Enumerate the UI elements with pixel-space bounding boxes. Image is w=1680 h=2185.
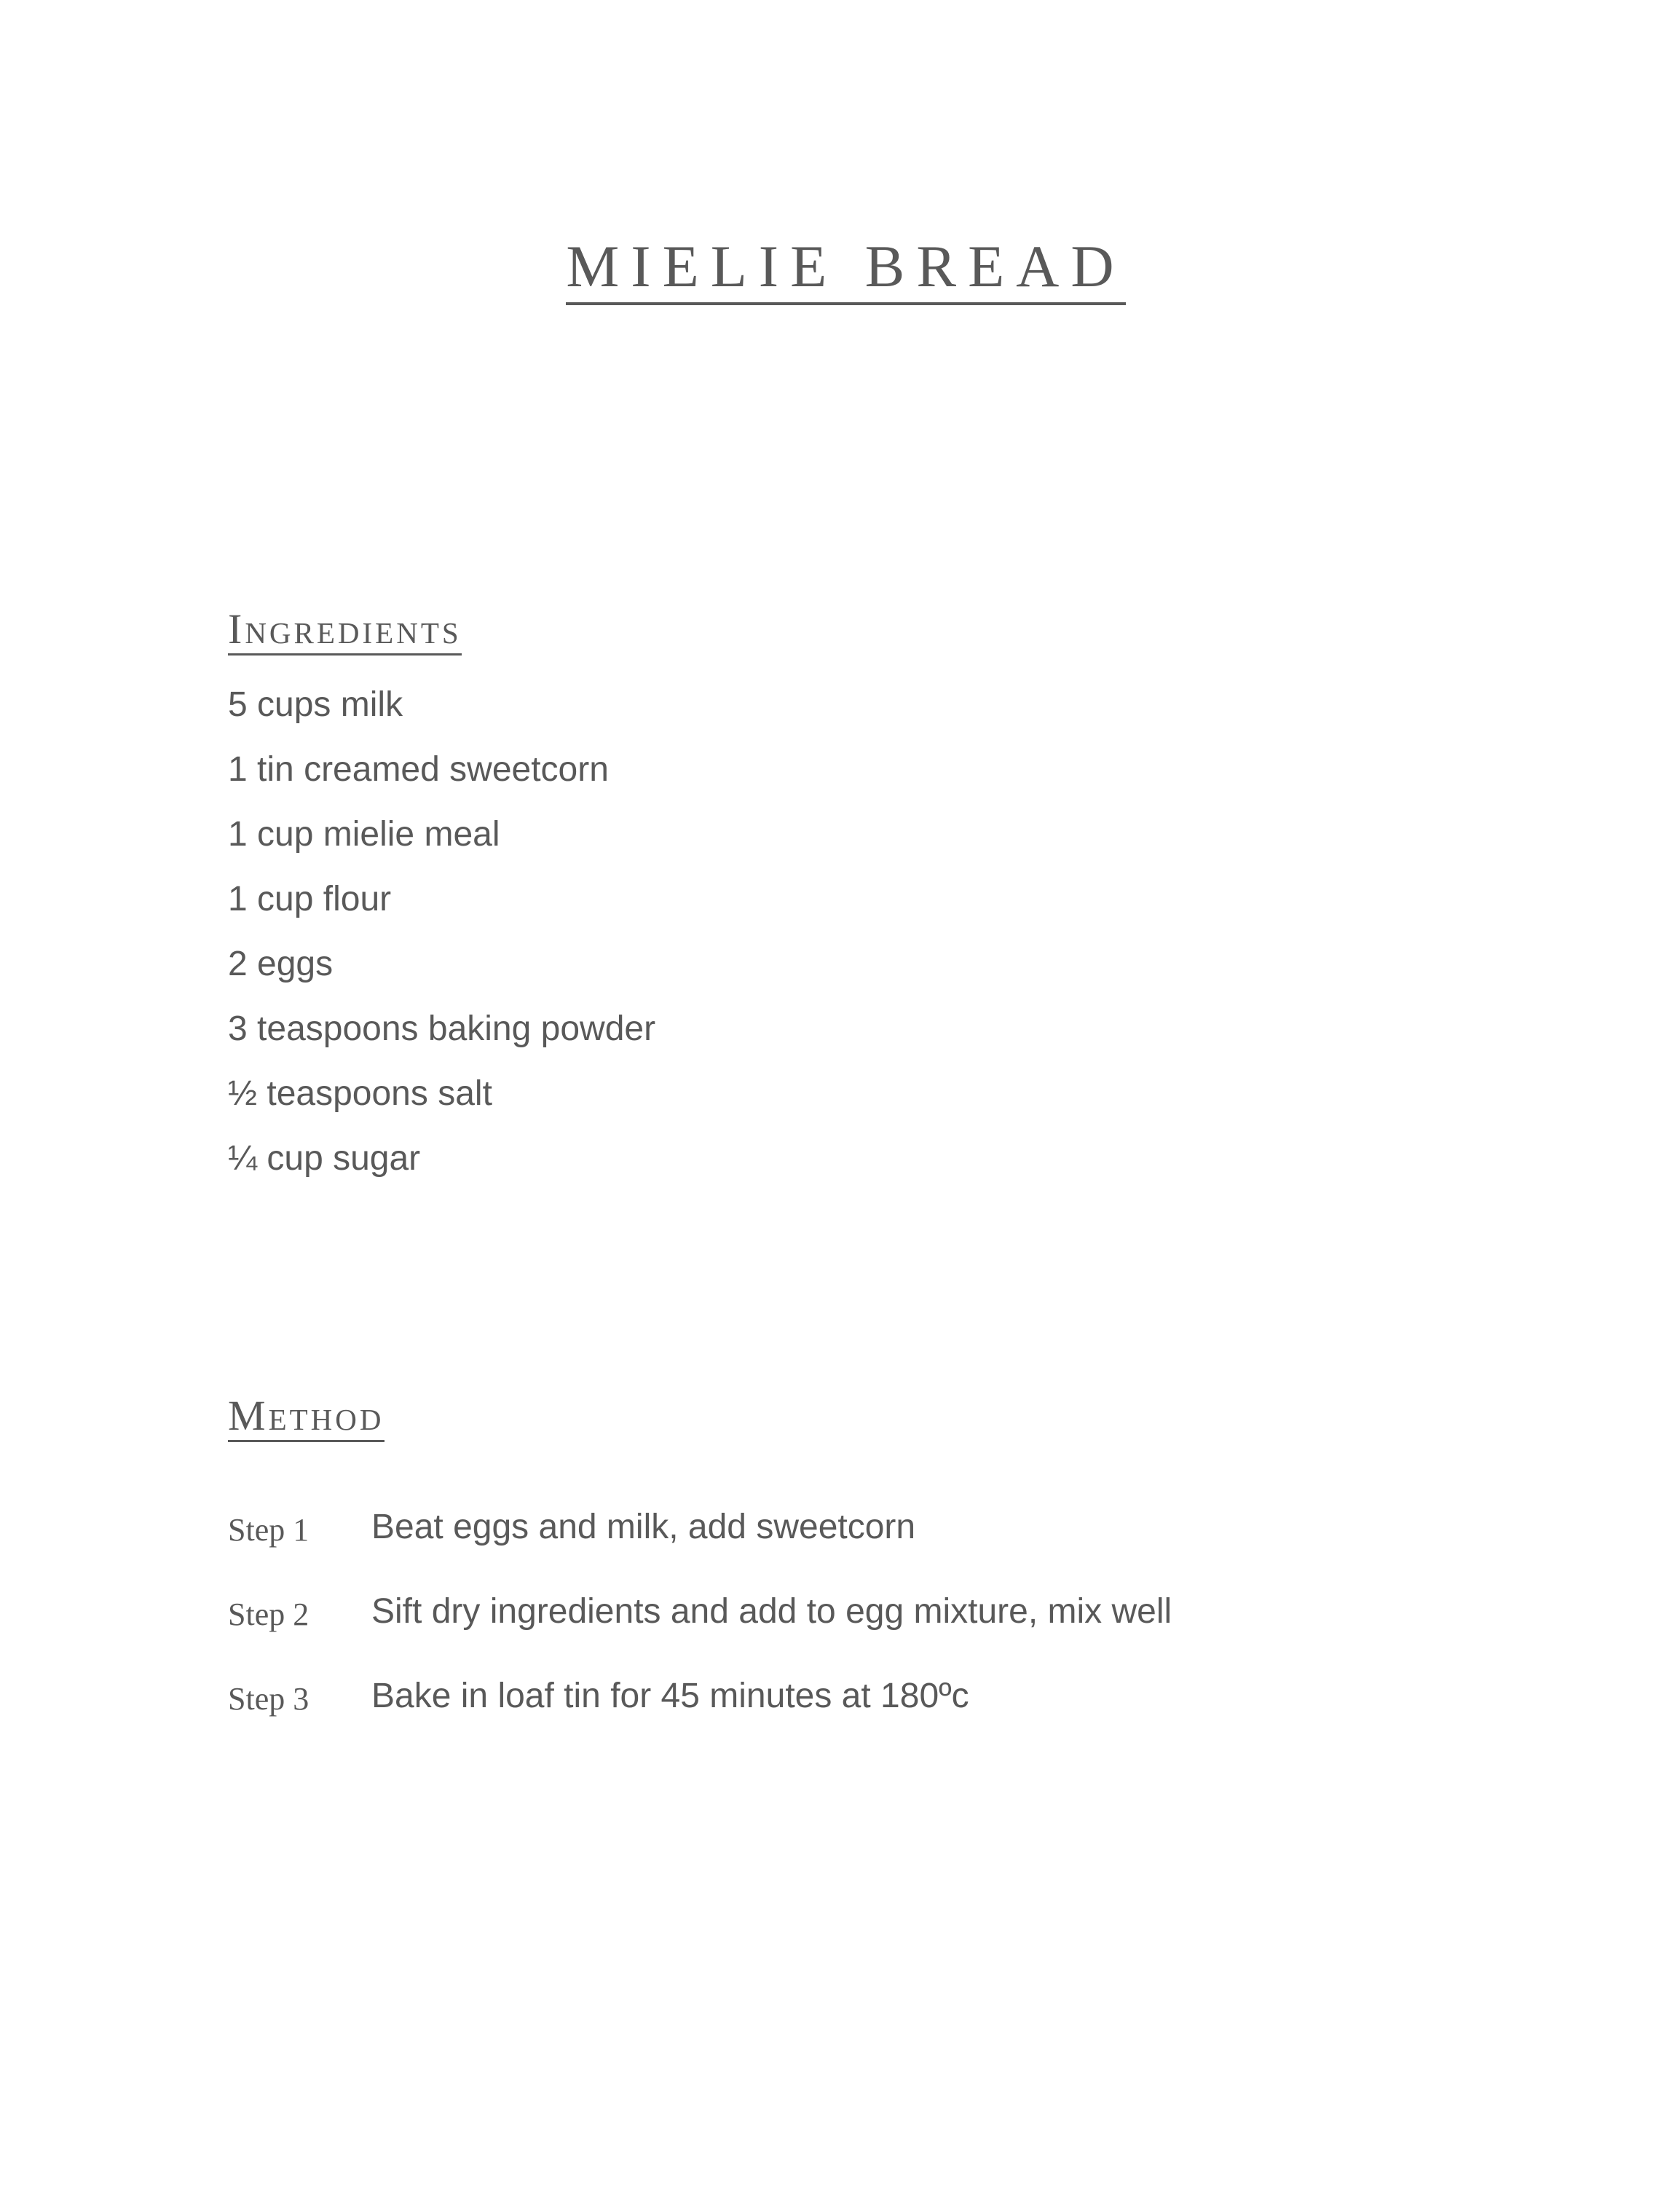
ingredients-list	[228, 683, 655, 1202]
ingredient-item: 1 cup mielie meal	[228, 815, 500, 854]
ingredient-item: 1 cup flour	[228, 880, 392, 918]
step-text: Bake in loaf tin for 45 minutes at 180ºc	[371, 1677, 969, 1715]
page-title-text: MIELIE BREAD	[566, 237, 1125, 305]
ingredient-item: 2 eggs	[228, 945, 334, 983]
method-heading	[228, 1392, 384, 1442]
ingredients-heading	[228, 605, 462, 656]
step-text: Beat eggs and milk, add sweetcorn	[371, 1508, 916, 1546]
ingredient-item: ½ teaspoons salt	[228, 1074, 492, 1113]
step-label: Step 3	[228, 1681, 309, 1717]
step-label: Step 2	[228, 1597, 309, 1632]
ingredient-item: ¼ cup sugar	[228, 1139, 421, 1178]
ingredient-item: 1 tin creamed sweetcorn	[228, 750, 609, 789]
ingredients-heading-text: Ingredients	[228, 608, 462, 656]
step-text: Sift dry ingredients and add to egg mixture, mix well	[371, 1592, 1172, 1631]
ingredient-item: 5 cups milk	[228, 685, 403, 724]
ingredient-item: 3 teaspoons baking powder	[228, 1009, 656, 1048]
page-title	[0, 233, 1680, 305]
step-label: Step 1	[228, 1512, 309, 1548]
method-heading-text: Method	[228, 1395, 384, 1442]
